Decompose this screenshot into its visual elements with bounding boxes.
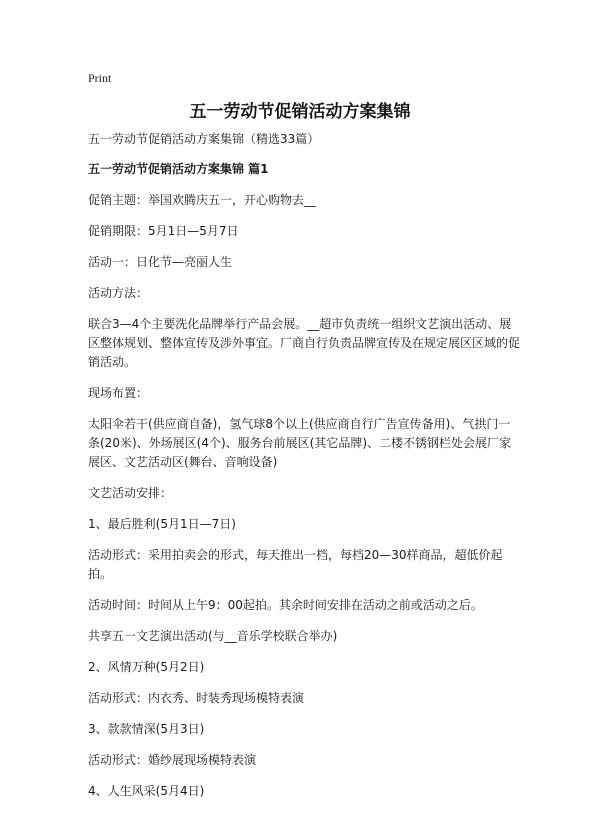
paragraph-item-1: 1、最后胜利(5月1日—7日)	[88, 517, 236, 531]
document-body	[88, 130, 520, 813]
paragraph-promo-theme: 促销主题：举国欢腾庆五一，开心购物去__	[88, 193, 317, 207]
section-heading: 五一劳动节促销活动方案集锦 篇1	[88, 162, 269, 176]
paragraph-activity-method: 活动方法：	[88, 286, 149, 300]
paragraph-shared-performance: 共享五一文艺演出活动(与__音乐学校联合举办)	[88, 629, 338, 643]
paragraph-site-layout: 现场布置：	[88, 386, 149, 400]
document-subtitle: 五一劳动节促销活动方案集锦（精选33篇）	[88, 132, 320, 146]
paragraph-item-1-time: 活动时间：时间从上午9：00起拍。其余时间安排在活动之前或活动之后。	[88, 598, 483, 612]
document-title: 五一劳动节促销活动方案集锦	[189, 102, 411, 122]
paragraph-activity-one: 活动一：日化节—亮丽人生	[88, 255, 233, 269]
print-label[interactable]: Print	[88, 71, 112, 85]
paragraph-item-3: 3、款款情深(5月3日)	[88, 722, 205, 736]
paragraph-item-2: 2、风情万种(5月2日)	[88, 660, 205, 674]
paragraph-promo-period: 促销期限：5月1日—5月7日	[88, 224, 239, 238]
paragraph-item-1-form: 活动形式：采用拍卖会的形式，每天推出一档，每档20—30样商品，超低价起拍。	[88, 548, 503, 581]
paragraph-art-schedule: 文艺活动安排：	[88, 486, 173, 500]
paragraph-item-4: 4、人生风采(5月4日)	[88, 784, 205, 798]
paragraph-item-3-form: 活动形式：婚纱展现场模特表演	[88, 753, 257, 767]
paragraph-layout-details: 太阳伞若干(供应商自备)，氢气球8个以上(供应商自行广告宣传备用)、气拱门一条(20米)、外场展区(4个)、服务台前展区(其它品牌)、二楼不锈钢栏处会展厂家展区、文艺活动区(舞台、音响设备)	[88, 417, 511, 469]
paragraph-joint-exhibition: 联合3—4个主要洗化品牌举行产品会展。__超市负责统一组织文艺演出活动、展区整体规划、整体宣传及涉外事宜。厂商自行负责品牌宣传及在规定展区区域的促销活动。	[88, 317, 521, 369]
paragraph-item-2-form: 活动形式：内衣秀、时装秀现场模特表演	[88, 691, 305, 705]
